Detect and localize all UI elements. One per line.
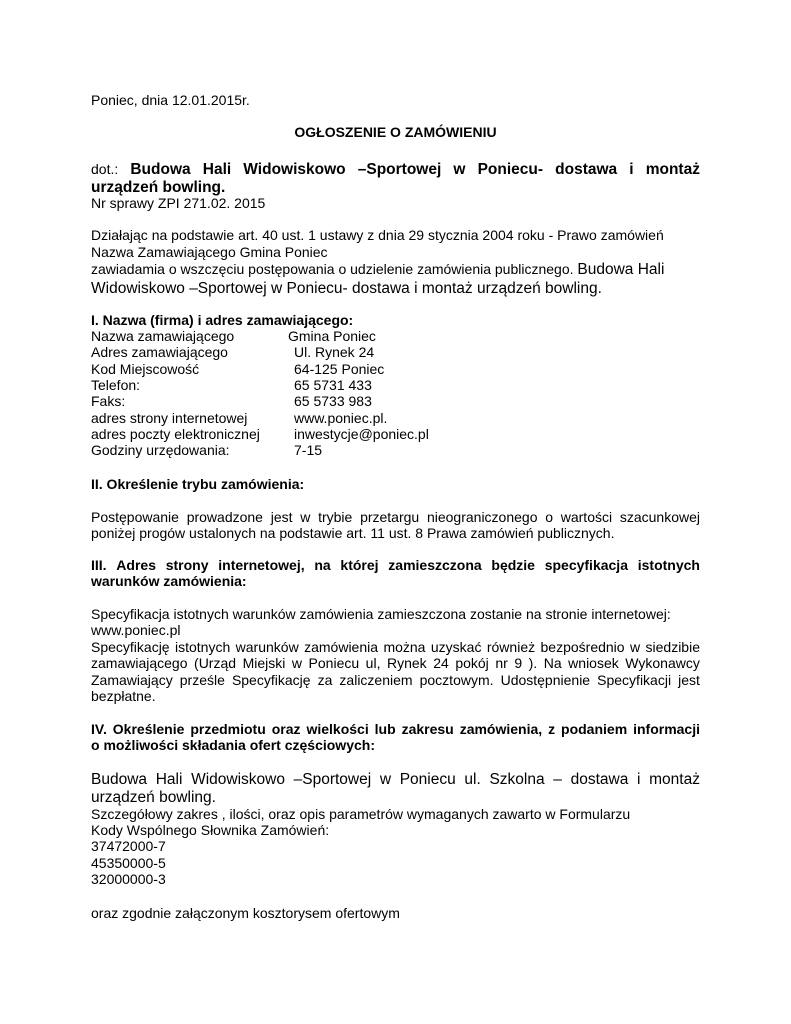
- section-3-word: (Urząd: [194, 655, 237, 671]
- section-3-heading-word: specyfikacja: [544, 557, 628, 573]
- section-4-subject-word: Hali: [155, 771, 183, 788]
- subject-line-2: urządzeń bowling.: [91, 179, 226, 196]
- section-3-heading-1: [91, 557, 700, 574]
- section-3-word: zamawiającego: [91, 655, 188, 671]
- section-3-word: ul,: [365, 655, 381, 671]
- section-4-subject-word: ul.: [464, 771, 481, 788]
- section-4-subject-line-1: [91, 770, 700, 789]
- document-title: OGŁOSZENIE O ZAMÓWIENIU: [294, 124, 497, 140]
- info-row: [91, 442, 691, 459]
- intro-line-2: Nazwa Zamawiającego Gmina Poniec: [91, 244, 328, 260]
- section-4-heading-word: oraz: [271, 721, 301, 737]
- info-row: [91, 393, 691, 410]
- section-4-heading-word: IV.: [91, 721, 107, 737]
- subject-word: montaż: [645, 161, 700, 178]
- section-4-scope: Szczegółowy zakres , ilości, oraz opis parametrów wymaganych zawarto w Formularzu: [91, 806, 631, 822]
- subject-word: –Sportowej: [357, 161, 442, 178]
- info-value: www.poniec.pl.: [294, 409, 388, 426]
- section-3-heading-2: warunków zamówienia:: [91, 573, 247, 589]
- section-3-word: ).: [528, 655, 538, 671]
- info-row: [91, 426, 691, 443]
- section-3-heading-word: internetowej,: [218, 557, 305, 573]
- intro-line-3: [91, 260, 664, 279]
- section-4-subject-word: montaż: [649, 771, 700, 788]
- section-4-subject-word: –Sportowej: [293, 771, 372, 788]
- info-row: [91, 377, 691, 394]
- section-4-heading-word: przedmiotu: [190, 721, 266, 737]
- section-3-word: Zamawiający: [91, 672, 173, 688]
- section-4-subject-word: Szkolna: [489, 771, 545, 788]
- info-value: Gmina Poniec: [288, 328, 376, 344]
- intro-line-3-text: zawiadamia o wszczęciu postępowania o udzielenie zamówienia publicznego.: [91, 261, 574, 277]
- section-2-word: w: [300, 509, 311, 525]
- info-row: [91, 410, 691, 427]
- case-number: Nr sprawy ZPI 271.02. 2015: [91, 195, 266, 211]
- cpv-code: 32000000-3: [91, 871, 166, 887]
- info-row: [91, 344, 691, 361]
- section-4-heading-word: zakresu: [401, 721, 454, 737]
- section-4-heading-word: podaniem: [561, 721, 628, 737]
- section-2-word: szacunkowej: [619, 509, 700, 525]
- section-3-word: Specyfikację: [231, 672, 311, 688]
- section-3-word: Specyfikację: [91, 639, 170, 655]
- section-3-word: bezpośrednio: [540, 639, 625, 655]
- section-4-subject-word: i: [636, 771, 641, 788]
- section-4-subject-word: Poniecu: [399, 771, 456, 788]
- section-3-heading-word: Adres: [116, 557, 156, 573]
- section-3-word: w: [629, 639, 641, 655]
- section-4-subject-word: w: [379, 771, 392, 788]
- info-value: Ul. Rynek 24: [294, 344, 375, 361]
- section-3-word: zamówienia: [304, 639, 379, 655]
- section-2-word: Postępowanie: [91, 509, 179, 525]
- section-2-word: wartości: [560, 509, 613, 525]
- section-3-word: Specyfikacji: [597, 672, 672, 688]
- section-3-word: można: [383, 639, 426, 655]
- section-3-p3: [91, 639, 700, 656]
- section-3-word: Miejski: [242, 655, 286, 671]
- section-3-word: nr: [495, 655, 508, 671]
- subject-word: w: [453, 161, 466, 178]
- section-3-heading-word: strony: [165, 557, 209, 573]
- section-4-subject-word: dostawa: [570, 771, 629, 788]
- subject-word: i: [629, 161, 634, 178]
- section-2-line-1: [91, 509, 700, 526]
- section-2-word: o: [545, 509, 554, 525]
- section-4-cpv-label: Kody Wspólnego Słownika Zamówień:: [91, 822, 330, 838]
- section-3-word: prześle: [179, 672, 225, 688]
- section-2-line-2: poniżej progów ustalonych na podstawie art. 11 ust. 8 Prawa zamówień publicznych.: [91, 525, 615, 541]
- section-3-word: istotnych: [175, 639, 231, 655]
- section-4-heading-word: informacji: [633, 721, 700, 737]
- place-date: Poniec, dnia 12.01.2015r.: [91, 92, 250, 108]
- intro-line-3-subject: Budowa Hali: [577, 261, 665, 278]
- section-4-subject-line-2: urządzeń bowling.: [91, 789, 216, 806]
- section-2-word: jest: [270, 509, 293, 525]
- section-3-word: wniosek: [568, 655, 619, 671]
- section-3-heading-word: zamieszczona: [388, 557, 482, 573]
- section-4-heading-word: z: [548, 721, 556, 737]
- info-key: Nazwa zamawiającego: [91, 328, 235, 344]
- section-3-p5: [91, 672, 700, 689]
- info-value: 64-125 Poniec: [294, 360, 385, 377]
- section-3-p1: Specyfikacja istotnych warunków zamówienia zamieszczona zostanie na stronie internetowej:: [91, 606, 671, 622]
- section-2-heading: II. Określenie trybu zamówienia:: [91, 476, 305, 492]
- section-1-heading: I. Nazwa (firma) i adres zamawiającego:: [91, 312, 354, 328]
- info-value: 65 5733 983: [294, 393, 372, 410]
- section-3-word: warunków: [235, 639, 299, 655]
- subject-word: Poniecu-: [477, 161, 544, 178]
- section-3-word: uzyskać: [430, 639, 482, 655]
- cpv-code: 37472000-7: [91, 838, 166, 854]
- info-key: Telefon:: [91, 376, 141, 393]
- section-3-word: jest: [678, 672, 700, 688]
- section-4-subject-word: –: [553, 771, 562, 788]
- section-3-word: w: [291, 655, 303, 671]
- subject-line-1: [91, 160, 700, 179]
- section-3-heading-word: będzie: [491, 557, 535, 573]
- section-3-word: Na: [543, 655, 562, 671]
- info-key: Faks:: [91, 393, 126, 410]
- info-value: 65 5731 433: [294, 376, 372, 393]
- section-3-word: za: [317, 672, 333, 688]
- intro-line-4: Widowiskowo –Sportowej w Poniecu- dostawa i montaż urządzeń bowling.: [91, 280, 602, 297]
- section-3-word: 9: [514, 655, 523, 671]
- section-4-closing: oraz zgodnie załączonym kosztorysem ofertowym: [91, 905, 400, 921]
- section-2-word: przetargu: [360, 509, 420, 525]
- info-row: [91, 361, 691, 378]
- section-4-heading-1: [91, 721, 700, 738]
- section-3-word: siedzibie: [645, 639, 700, 655]
- section-3-word: 24: [433, 655, 449, 671]
- section-4-heading-word: zamówienia,: [459, 721, 543, 737]
- subject-word: Hali: [202, 161, 232, 178]
- section-3-url: www.poniec.pl: [91, 622, 181, 638]
- section-4-heading-word: Określenie: [112, 721, 185, 737]
- section-4-heading-word: lub: [374, 721, 396, 737]
- info-key: adres poczty elektronicznej: [91, 425, 260, 442]
- section-3-heading-word: na: [314, 557, 331, 573]
- section-4-heading-2: o możliwości składania ofert częściowych:: [91, 737, 375, 753]
- section-3-word: zaliczeniem: [339, 672, 413, 688]
- section-2-word: prowadzone: [186, 509, 263, 525]
- info-row: [91, 328, 691, 345]
- info-value: 7-15: [294, 442, 323, 459]
- cpv-code: 45350000-5: [91, 854, 166, 871]
- info-key: adres strony internetowej: [91, 409, 248, 426]
- section-3-word: Poniecu: [308, 655, 360, 671]
- subject-word: Budowa: [130, 161, 191, 178]
- info-key: Kod Miejscowość: [91, 360, 200, 377]
- subject-word: Widowiskowo: [243, 161, 346, 178]
- section-3-word: Rynek: [387, 655, 427, 671]
- subject-prefix: dot.:: [91, 161, 119, 177]
- subject-word: dostawa: [555, 161, 618, 178]
- section-4-subject-word: Widowiskowo: [191, 771, 285, 788]
- info-key: Adres zamawiającego: [91, 344, 228, 361]
- section-2-word: trybie: [318, 509, 353, 525]
- section-3-word: Wykonawcy: [625, 655, 700, 671]
- section-3-word: pokój: [455, 655, 489, 671]
- section-3-p6: bezpłatne.: [91, 688, 156, 704]
- section-3-word: pocztowym.: [419, 672, 494, 688]
- section-3-heading-word: istotnych: [637, 557, 700, 573]
- section-3-p4: [91, 655, 700, 672]
- section-3-word: Udostępnienie: [500, 672, 591, 688]
- section-3-word: również: [486, 639, 536, 655]
- info-value: inwestycje@poniec.pl: [294, 425, 429, 442]
- section-4-subject-word: Budowa: [91, 771, 148, 788]
- info-key: Godziny urzędowania:: [91, 442, 230, 459]
- section-3-heading-word: której: [340, 557, 379, 573]
- section-2-word: nieograniczonego: [426, 509, 538, 525]
- section-4-heading-word: wielkości: [306, 721, 369, 737]
- section-3-heading-word: III.: [91, 557, 107, 573]
- intro-line-1: Działając na podstawie art. 40 ust. 1 ustawy z dnia 29 stycznia 2004 roku - Prawo zamówień: [91, 227, 664, 243]
